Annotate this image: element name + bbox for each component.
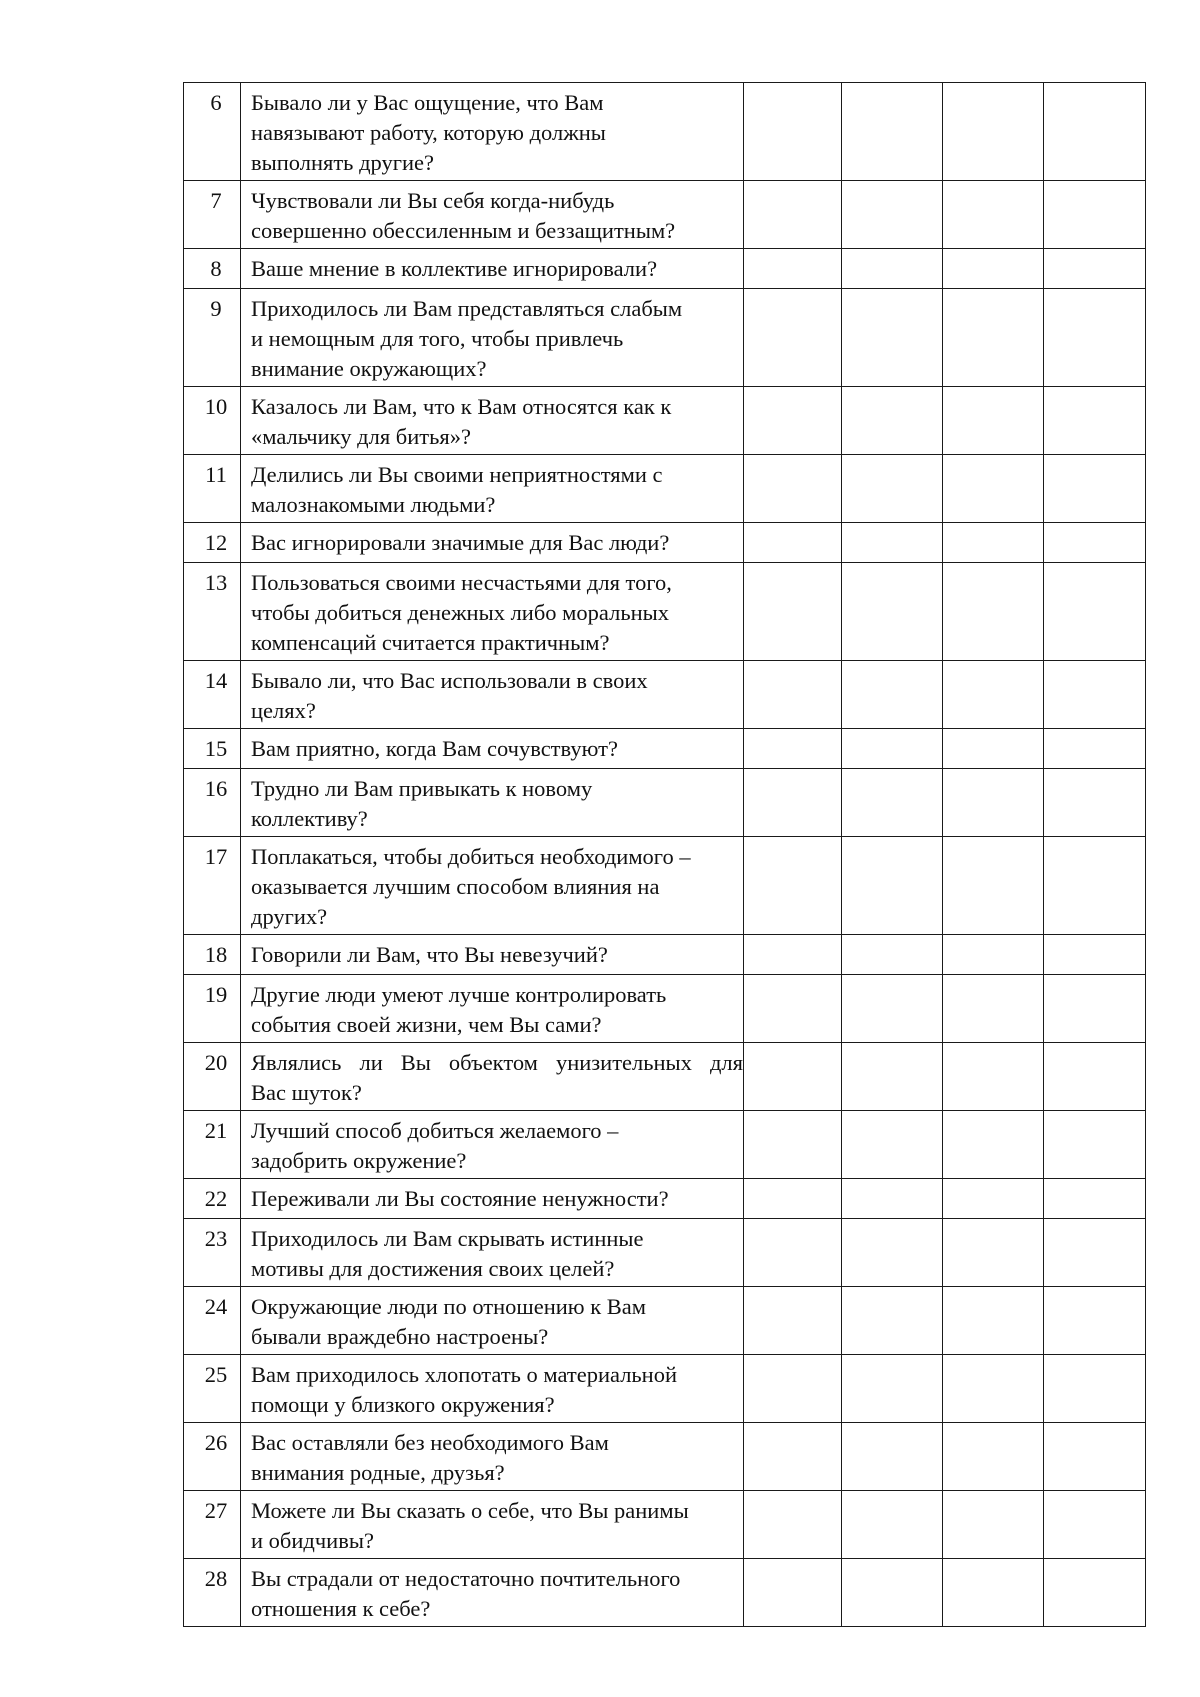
table-row: [184, 769, 1146, 837]
question-text: Бывало ли, что Вас использовали в своих целях?: [241, 661, 744, 729]
table-row: [184, 1043, 1146, 1111]
question-number: 16: [184, 769, 241, 837]
answer-cell-2[interactable]: [842, 1111, 943, 1179]
question-text: Вы страдали от недостаточно почтительного отношения к себе?: [241, 1559, 744, 1627]
answer-cell-2[interactable]: [842, 1491, 943, 1559]
answer-cell-1[interactable]: [744, 769, 842, 837]
answer-cell-3[interactable]: [943, 1559, 1044, 1627]
questionnaire-table: [183, 82, 1146, 1627]
answer-cell-4[interactable]: [1044, 1423, 1146, 1491]
answer-cell-3[interactable]: [943, 1355, 1044, 1423]
question-text: Чувствовали ли Вы себя когда-нибудь совершенно обессиленным и беззащитным?: [241, 181, 744, 249]
answer-cell-4[interactable]: [1044, 1559, 1146, 1627]
question-text: Вас оставляли без необходимого Вам внимания родные, друзья?: [241, 1423, 744, 1491]
answer-cell-2[interactable]: [842, 387, 943, 455]
question-text: Вас игнорировали значимые для Вас люди?: [241, 523, 744, 563]
answer-cell-3[interactable]: [943, 769, 1044, 837]
question-text: Поплакаться, чтобы добиться необходимого – оказывается лучшим способом влияния на других?: [241, 837, 744, 935]
answer-cell-4[interactable]: [1044, 1179, 1146, 1219]
question-number: 13: [184, 563, 241, 661]
question-text: Пользоваться своими несчастьями для того, чтобы добиться денежных либо моральных компенсаций считается практичным?: [241, 563, 744, 661]
table-row: [184, 387, 1146, 455]
table-row: [184, 455, 1146, 523]
answer-cell-1[interactable]: [744, 563, 842, 661]
answer-cell-3[interactable]: [943, 249, 1044, 289]
answer-cell-3[interactable]: [943, 1179, 1044, 1219]
question-number: 11: [184, 455, 241, 523]
question-text: Переживали ли Вы состояние ненужности?: [241, 1179, 744, 1219]
table-row: [184, 661, 1146, 729]
table-row: [184, 1287, 1146, 1355]
answer-cell-3[interactable]: [943, 1043, 1044, 1111]
question-text: Вам приходилось хлопотать о материальной помощи у близкого окружения?: [241, 1355, 744, 1423]
question-number: 6: [184, 83, 241, 181]
answer-cell-3[interactable]: [943, 1423, 1044, 1491]
table-row: [184, 1355, 1146, 1423]
question-number: 15: [184, 729, 241, 769]
answer-cell-1[interactable]: [744, 181, 842, 249]
answer-cell-2[interactable]: [842, 523, 943, 563]
answer-cell-3[interactable]: [943, 83, 1044, 181]
question-number: 26: [184, 1423, 241, 1491]
question-number: 23: [184, 1219, 241, 1287]
answer-cell-2[interactable]: [842, 83, 943, 181]
answer-cell-2[interactable]: [842, 1219, 943, 1287]
answer-cell-1[interactable]: [744, 1423, 842, 1491]
answer-cell-1[interactable]: [744, 1043, 842, 1111]
question-text-line: Вас шуток?: [251, 1080, 362, 1105]
answer-cell-3[interactable]: [943, 661, 1044, 729]
answer-cell-1[interactable]: [744, 1491, 842, 1559]
question-number: 24: [184, 1287, 241, 1355]
answer-cell-2[interactable]: [842, 1179, 943, 1219]
answer-cell-4[interactable]: [1044, 1491, 1146, 1559]
answer-cell-1[interactable]: [744, 249, 842, 289]
question-number: 10: [184, 387, 241, 455]
answer-cell-2[interactable]: [842, 837, 943, 935]
table-row: [184, 1219, 1146, 1287]
question-number: 20: [184, 1043, 241, 1111]
answer-cell-3[interactable]: [943, 563, 1044, 661]
answer-cell-3[interactable]: [943, 523, 1044, 563]
answer-cell-3[interactable]: [943, 455, 1044, 523]
answer-cell-3[interactable]: [943, 935, 1044, 975]
answer-cell-2[interactable]: [842, 289, 943, 387]
question-text: Вам приятно, когда Вам сочувствуют?: [241, 729, 744, 769]
answer-cell-4[interactable]: [1044, 387, 1146, 455]
answer-cell-1[interactable]: [744, 1219, 842, 1287]
table-row: [184, 729, 1146, 769]
table-row: [184, 1111, 1146, 1179]
answer-cell-4[interactable]: [1044, 1111, 1146, 1179]
answer-cell-4[interactable]: [1044, 1043, 1146, 1111]
answer-cell-1[interactable]: [744, 837, 842, 935]
answer-cell-2[interactable]: [842, 1355, 943, 1423]
table-row: [184, 563, 1146, 661]
answer-cell-1[interactable]: [744, 1287, 842, 1355]
answer-cell-4[interactable]: [1044, 1219, 1146, 1287]
answer-cell-2[interactable]: [842, 1287, 943, 1355]
answer-cell-3[interactable]: [943, 181, 1044, 249]
answer-cell-1[interactable]: [744, 83, 842, 181]
table-row: [184, 1179, 1146, 1219]
table-row: [184, 837, 1146, 935]
question-text: Приходилось ли Вам скрывать истинные мотивы для достижения своих целей?: [241, 1219, 744, 1287]
answer-cell-3[interactable]: [943, 1491, 1044, 1559]
question-text: Говорили ли Вам, что Вы невезучий?: [241, 935, 744, 975]
answer-cell-2[interactable]: [842, 1043, 943, 1111]
question-number: 21: [184, 1111, 241, 1179]
table-row: [184, 83, 1146, 181]
table-row: [184, 1491, 1146, 1559]
answer-cell-4[interactable]: [1044, 455, 1146, 523]
table-row: [184, 289, 1146, 387]
answer-cell-1[interactable]: [744, 935, 842, 975]
answer-cell-3[interactable]: [943, 1111, 1044, 1179]
answer-cell-1[interactable]: [744, 1111, 842, 1179]
answer-cell-4[interactable]: [1044, 837, 1146, 935]
question-number: 7: [184, 181, 241, 249]
answer-cell-2[interactable]: [842, 935, 943, 975]
answer-cell-3[interactable]: [943, 837, 1044, 935]
table-row: [184, 1559, 1146, 1627]
table-row: [184, 523, 1146, 563]
question-number: 12: [184, 523, 241, 563]
answer-cell-1[interactable]: [744, 387, 842, 455]
answer-cell-4[interactable]: [1044, 523, 1146, 563]
answer-cell-1[interactable]: [744, 523, 842, 563]
answer-cell-2[interactable]: [842, 181, 943, 249]
answer-cell-2[interactable]: [842, 455, 943, 523]
question-text: Бывало ли у Вас ощущение, что Вам навязывают работу, которую должны выполнять другие?: [241, 83, 744, 181]
answer-cell-4[interactable]: [1044, 249, 1146, 289]
answer-cell-1[interactable]: [744, 455, 842, 523]
question-number: 8: [184, 249, 241, 289]
answer-cell-4[interactable]: [1044, 181, 1146, 249]
answer-cell-4[interactable]: [1044, 975, 1146, 1043]
question-text: Ваше мнение в коллективе игнорировали?: [241, 249, 744, 289]
answer-cell-3[interactable]: [943, 387, 1044, 455]
answer-cell-4[interactable]: [1044, 1287, 1146, 1355]
table-row: [184, 975, 1146, 1043]
answer-cell-2[interactable]: [842, 1559, 943, 1627]
answer-cell-2[interactable]: [842, 563, 943, 661]
question-number: 17: [184, 837, 241, 935]
question-number: 19: [184, 975, 241, 1043]
answer-cell-2[interactable]: [842, 769, 943, 837]
answer-cell-1[interactable]: [744, 1355, 842, 1423]
answer-cell-4[interactable]: [1044, 661, 1146, 729]
question-text: Приходилось ли Вам представляться слабым и немощным для того, чтобы привлечь внимание окружающих?: [241, 289, 744, 387]
answer-cell-2[interactable]: [842, 661, 943, 729]
question-number: 22: [184, 1179, 241, 1219]
answer-cell-3[interactable]: [943, 729, 1044, 769]
answer-cell-1[interactable]: [744, 729, 842, 769]
question-number: 27: [184, 1491, 241, 1559]
question-number: 28: [184, 1559, 241, 1627]
question-text: [241, 1043, 744, 1111]
answer-cell-1[interactable]: [744, 289, 842, 387]
answer-cell-3[interactable]: [943, 1219, 1044, 1287]
answer-cell-2[interactable]: [842, 1423, 943, 1491]
question-text: Лучший способ добиться желаемого – задобрить окружение?: [241, 1111, 744, 1179]
answer-cell-1[interactable]: [744, 975, 842, 1043]
answer-cell-3[interactable]: [943, 1287, 1044, 1355]
answer-cell-4[interactable]: [1044, 935, 1146, 975]
question-number: 14: [184, 661, 241, 729]
answer-cell-4[interactable]: [1044, 563, 1146, 661]
question-text: Делились ли Вы своими неприятностями с малознакомыми людьми?: [241, 455, 744, 523]
questionnaire-body: [184, 83, 1146, 1627]
answer-cell-1[interactable]: [744, 1179, 842, 1219]
table-row: [184, 249, 1146, 289]
question-number: 9: [184, 289, 241, 387]
question-text: Другие люди умеют лучше контролировать события своей жизни, чем Вы сами?: [241, 975, 744, 1043]
answer-cell-2[interactable]: [842, 975, 943, 1043]
answer-cell-4[interactable]: [1044, 729, 1146, 769]
answer-cell-3[interactable]: [943, 289, 1044, 387]
question-text: Можете ли Вы сказать о себе, что Вы ранимы и обидчивы?: [241, 1491, 744, 1559]
table-row: [184, 1423, 1146, 1491]
answer-cell-2[interactable]: [842, 249, 943, 289]
answer-cell-4[interactable]: [1044, 1355, 1146, 1423]
answer-cell-4[interactable]: [1044, 289, 1146, 387]
answer-cell-4[interactable]: [1044, 83, 1146, 181]
answer-cell-4[interactable]: [1044, 769, 1146, 837]
answer-cell-1[interactable]: [744, 661, 842, 729]
answer-cell-2[interactable]: [842, 729, 943, 769]
question-text: Окружающие люди по отношению к Вам бывали враждебно настроены?: [241, 1287, 744, 1355]
table-row: [184, 181, 1146, 249]
question-number: 25: [184, 1355, 241, 1423]
question-text: Казалось ли Вам, что к Вам относятся как к «мальчику для битья»?: [241, 387, 744, 455]
question-text: Трудно ли Вам привыкать к новому коллективу?: [241, 769, 744, 837]
question-text-line: Являлись ли Вы объектом унизительных для: [251, 1050, 743, 1075]
table-row: [184, 935, 1146, 975]
question-number: 18: [184, 935, 241, 975]
answer-cell-1[interactable]: [744, 1559, 842, 1627]
answer-cell-3[interactable]: [943, 975, 1044, 1043]
